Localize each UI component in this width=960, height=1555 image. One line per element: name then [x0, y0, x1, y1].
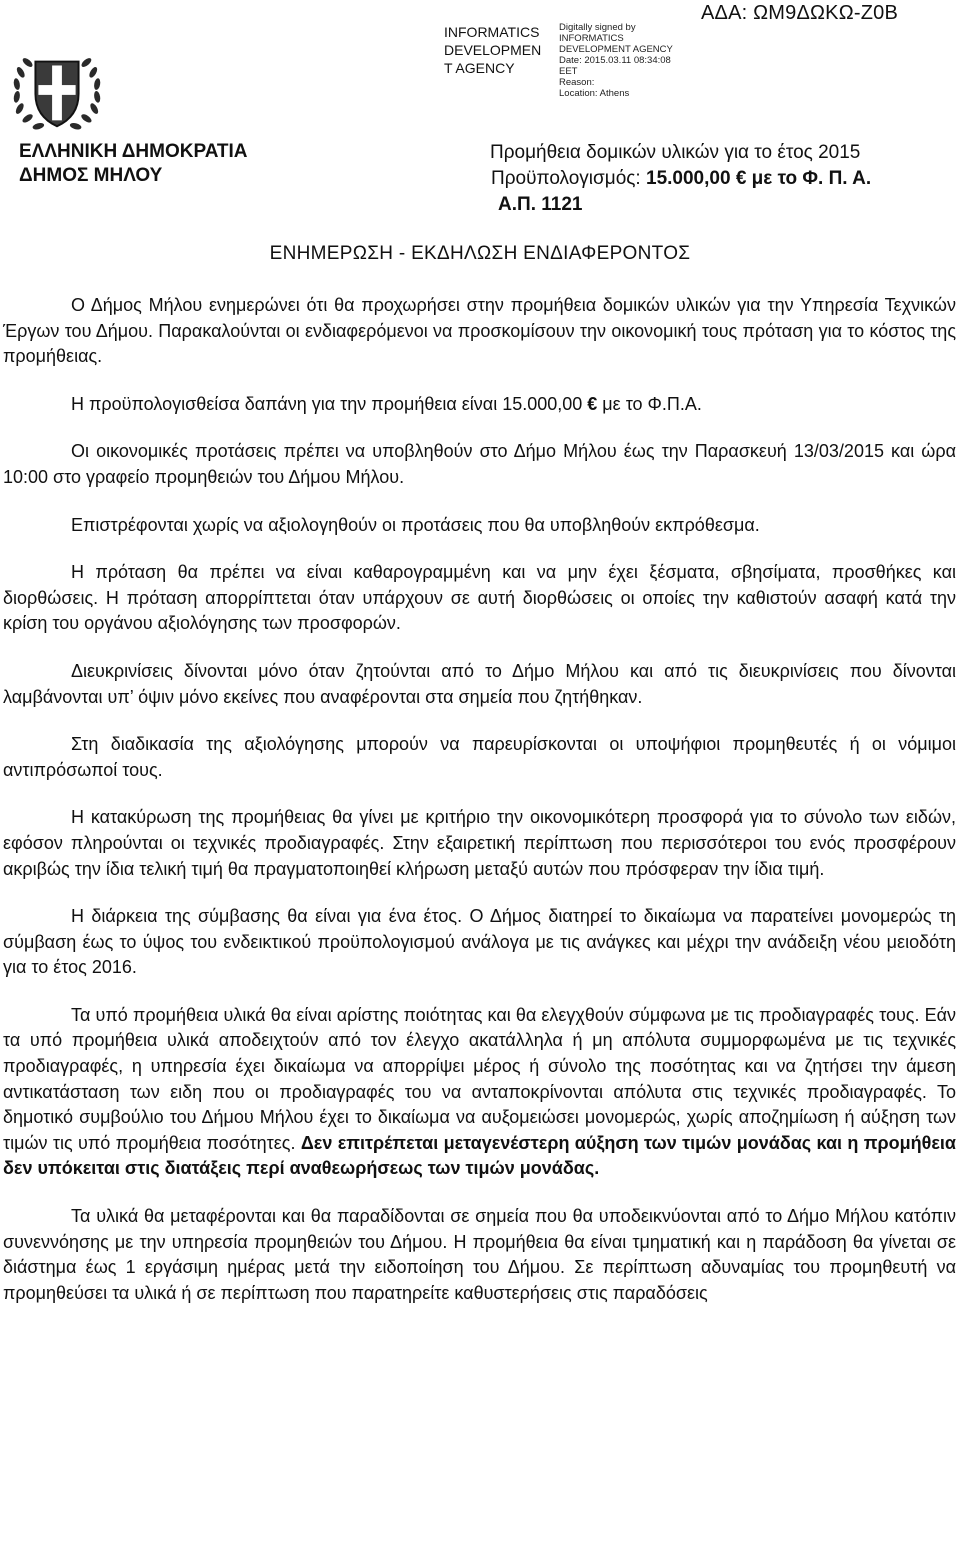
signature-detail: EET: [559, 66, 578, 77]
paragraph: Ο Δήμος Μήλου ενημερώνει ότι θα προχωρήσει στην προμήθεια δομικών υλικών για την Υπηρεσία Τεχνικών Έργων του Δήμου. Παρακαλούνται οι ενδιαφερόμενοι να προσκομίσουν την οικονομική τους πρόταση για το κόστος της προμήθειας.: [3, 295, 956, 367]
signature-detail: INFORMATICS: [559, 33, 624, 44]
ada-code: ΑΔΑ: ΩΜ9ΔΩΚΩ-Ζ0Β: [700, 2, 898, 24]
page-title: ΕΝΗΜΕΡΩΣΗ - ΕΚΔΗΛΩΣΗ ΕΝΔΙΑΦΕΡΟΝΤΟΣ: [269, 243, 691, 264]
signature-detail: DEVELOPMENT AGENCY: [559, 44, 673, 55]
protocol-number: Α.Π. 1121: [498, 194, 583, 215]
paragraph: [3, 392, 956, 418]
budget-line: [491, 166, 946, 192]
signer-line: T AGENCY: [444, 60, 515, 76]
digital-signer-name: [444, 23, 541, 77]
paragraph: [3, 1003, 956, 1182]
signature-detail: Digitally signed by: [559, 22, 636, 33]
signature-detail: Location: Athens: [559, 88, 630, 99]
country-name: ΕΛΛΗΝΙΚΗ ΔΗΜΟΚΡΑΤΙΑ: [19, 141, 248, 162]
issuer-header: [19, 140, 247, 188]
paragraph: Η διάρκεια της σύμβασης θα είναι για ένα έτος. Ο Δήμος διατηρεί το δικαίωμα να παρατείνει μονομερώς τη σύμβαση έως το ύψος του ενδεικτικού προϋπολογισμού ανάλογα με τις ανάγκες και μέχρι την ανάδειξη νέου μειοδότη για το έτος 2016.: [3, 906, 956, 978]
paragraph: Διευκρινίσεις δίνονται μόνο όταν ζητούνται από το Δήμο Μήλου και από τις διευκρινίσεις που δίνονται λαμβάνονται υπ’ όψιν μόνο εκείνες που αναφέρονται στα σημεία που ζητήθηκαν.: [3, 660, 956, 707]
paragraph-text: Η προϋπολογισθείσα δαπάνη για την προμήθεια είναι 15.000,00: [71, 393, 588, 414]
paragraph: Οι οικονομικές προτάσεις πρέπει να υποβληθούν στο Δήμο Μήλου έως την Παρασκευή 13/03/2015 και ώρα 10:00 στο γραφείο προμηθειών του Δήμου Μήλου.: [3, 441, 956, 487]
procurement-header: [490, 140, 945, 218]
euro-sign: €: [735, 168, 747, 189]
signer-line: INFORMATICS: [444, 24, 540, 40]
paragraph: Η πρόταση θα πρέπει να είναι καθαρογραμμένη και να μην έχει ξέσματα, σβησίματα, προσθήκες και διορθώσεις. Η πρόταση απορρίπτεται όταν υπάρχουν σε αυτή διορθώσεις οι οποίες την καθιστούν ασαφή κατά την κρίση του οργάνου αξιολόγησης των προσφορών.: [3, 562, 956, 634]
euro-sign: €: [587, 393, 598, 414]
budget-amount: 15.000,00: [646, 168, 731, 189]
digital-signature-details: [559, 22, 673, 99]
paragraph-text: με το Φ.Π.Α.: [597, 393, 702, 414]
signer-line: DEVELOPMEN: [444, 42, 542, 58]
procurement-subject: Προμήθεια δομικών υλικών για το έτος 2015: [490, 142, 861, 163]
municipality-name: ΔΗΜΟΣ ΜΗΛΟΥ: [19, 165, 163, 186]
paragraph: Τα υλικά θα μεταφέρονται και θα παραδίδονται σε σημεία που θα υποδεικνύονται από το Δήμο Μήλου κατόπιν συνεννόησης με την υπηρεσία προμηθειών του Δήμου. Η προμήθεια θα είναι τμηματική και η παράδοση θα γίνεται σε διάστημα έως 1 εργάσιμη ημέρας μετά την ειδοποίηση του Δήμου. Σε περίπτωση αδυναμίας του προμηθευτή να προμηθεύσει τα υλικά ή σε περίπτωση που παρατηρείτε καθυστερήσεις στις παραδόσεις: [3, 1206, 956, 1303]
document-body: [3, 293, 956, 1306]
budget-label: Προϋπολογισμός:: [491, 168, 646, 189]
budget-vat: με το Φ. Π. Α.: [746, 168, 872, 189]
signature-detail: Date: 2015.03.11 08:34:08: [559, 55, 671, 66]
signature-detail: Reason:: [559, 77, 595, 88]
paragraph: Στη διαδικασία της αξιολόγησης μπορούν να παρευρίσκονται οι υποψήφιοι προμηθευτές ή οι νόμιμοι αντιπρόσωποί τους.: [3, 734, 956, 780]
paragraph: Επιστρέφονται χωρίς να αξιολογηθούν οι προτάσεις που θα υποβληθούν εκπρόθεσμα.: [71, 514, 760, 535]
paragraph: Η κατακύρωση της προμήθειας θα γίνει με κριτήριο την οικονομικότερη προσφορά για το σύνολο των ειδών, εφόσον πληρούνται οι τεχνικές προδιαγραφές. Στην εξαιρετική περίπτωση που περισσότεροι του ενός προσφέρουν ακριβώς την ίδια τελική τιμή θα πραγματοποιηθεί κλήρωση μεταξύ αυτών που πρόσφεραν την ίδια τιμή.: [3, 807, 956, 879]
paragraph-bold-text: Δεν επιτρέπεται μεταγενέστερη αύξηση των τιμών μονάδας και η προμήθεια δεν υπόκειται στις διατάξεις περί αναθεωρήσεως των τιμών μονάδας.: [3, 1132, 956, 1179]
greek-coat-of-arms-emblem: [8, 40, 106, 138]
paragraph-text: Τα υπό προμήθεια υλικά θα είναι αρίστης ποιότητας και θα ελεγχθούν σύμφωνα με τις προδιαγραφές τους. Εάν τα υπό προμήθεια υλικά αποδειχτούν από τον έλεγχο ακατάλληλα ή μη απόλυτα συμμορφωμένα με τις τεχνικές προδιαγραφές, η υπηρεσία έχει δικαίωμα να απορρίψει μέρος ή σύνολο της ποσότητας και να ζητήσει την άμεση αντικατάσταση των ειδη που οι προδιαγραφές του να ανταποκρίνονται απόλυτα στις τεχνικές προδιαγραφές. Το δημοτικό συμβούλιο του Δήμου Μήλου έχει το δικαίωμα να αυξομειώσει μονομερώς, χωρίς αποζημίωση ή αύξηση των τιμών τις υπό προμήθεια ποσότητες.: [3, 1004, 956, 1153]
